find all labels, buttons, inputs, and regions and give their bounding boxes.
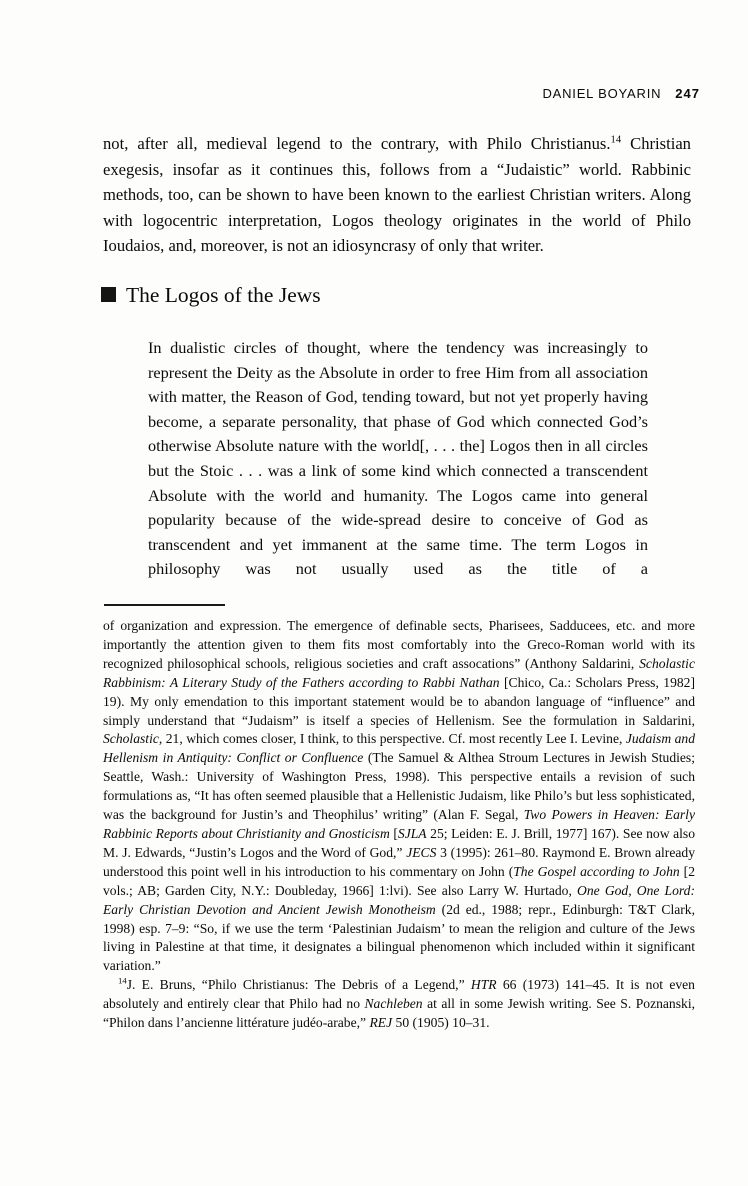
- footnote-14: $^{14}$J. E. Bruns, “Philo Christianus: The Debris of a Legend,” HTR 66 (1973) 141–45. It is not even absolutely and entirely clear that Philo had no Nachleben at all in some Jewish writing. See S. Poznanski, “Philon dans l’ancienne littérature judéo-arabe,” REJ 50 (1905) 10–31.: [103, 975, 695, 1031]
- section-bullet-icon: [101, 287, 116, 302]
- running-head: [542, 86, 700, 101]
- running-head-author: DANIEL BOYARIN: [542, 86, 662, 101]
- page-number: 247: [675, 86, 700, 101]
- footnotes: [103, 617, 695, 1033]
- footnote-separator: [104, 604, 225, 606]
- section-heading: [101, 281, 321, 309]
- footnote-continuation: of organization and expression. The emergence of definable sects, Pharisees, Sadducees, etc. and more importantly the attention given to them fits most comfortably into the Greco-Roman world with its recognized philosophical schools, religious societies and craft assocations” (Anthony Saldarini, Scholastic Rabbinism: A Literary Study of the Fathers according to Rabbi Nathan [Chico, Ca.: Scholars Press, 1982] 19). My only emendation to this important statement would be to abandon language of “influence” and simply understand that “Judaism” is itself a species of Hellenism. See the formulation in Saldarini, Scholastic, 21, which comes closer, I think, to this perspective. Cf. most recently Lee I. Levine, Judaism and Hellenism in Antiquity: Conflict or Confluence (The Samuel & Althea Stroum Lectures in Jewish Studies; Seattle, Wash.: University of Washington Press, 1998). This perspective entails a revision of such formulations as, “It has often seemed plausible that a Hellenistic Judaism, like Philo’s but less sophisticated, was the background for Justin’s and Theophilus’ writing” (Alan F. Segal, Two Powers in Heaven: Early Rabbinic Reports about Christianity and Gnosticism [SJLA 25; Leiden: E. J. Brill, 1977] 167). See now also M. J. Edwards, “Justin’s Logos and the Word of God,” JECS 3 (1995): 261–80. Raymond E. Brown already understood this point well in his introduction to his commentary on John (The Gospel according to John [2 vols.; AB; Garden City, N.Y.: Doubleday, 1966] 1:lvi). See also Larry W. Hurtado, One God, One Lord: Early Christian Devotion and Ancient Jewish Monotheism (2d ed., 1988; repr., Edinburgh: T&T Clark, 1998) esp. 7–9: “So, if we use the term ‘Palestinian Judaism’ to mean the religion and culture of the Jews living in Palestine at that time, it designates a bilingual phenomenon which included within it significant variation.”: [103, 618, 696, 974]
- section-title: The Logos of the Jews: [126, 283, 321, 307]
- block-quote: In dualistic circles of thought, where the tendency was increasingly to represent the Deity as the Absolute in order to free Him from all association with matter, the Reason of God, tending toward, but not yet properly having become, a separate personality, that phase of God which connected God’s otherwise Absolute nature with the world[, . . . the] Logos then in all circles but the Stoic . . . was a link of some kind which connected a transcendent Absolute with the world and humanity. The Logos came into general popularity because of the wide-spread desire to conceive of God as transcendent and yet immanent at the same time. The term Logos in philosophy was not usually used as the title of a: [148, 338, 648, 579]
- body-paragraph: not, after all, medieval legend to the contrary, with Philo Christianus.$^{14}$ Christian exegesis, insofar as it continues this, follows from a “Judaistic” world. Rabbinic methods, too, can be shown to have been known to the earliest Christian writers. Along with logocentric interpretation, Logos theology originates in the world of Philo Ioudaios, and, moreover, is not an idiosyncrasy of only that writer.: [103, 134, 691, 255]
